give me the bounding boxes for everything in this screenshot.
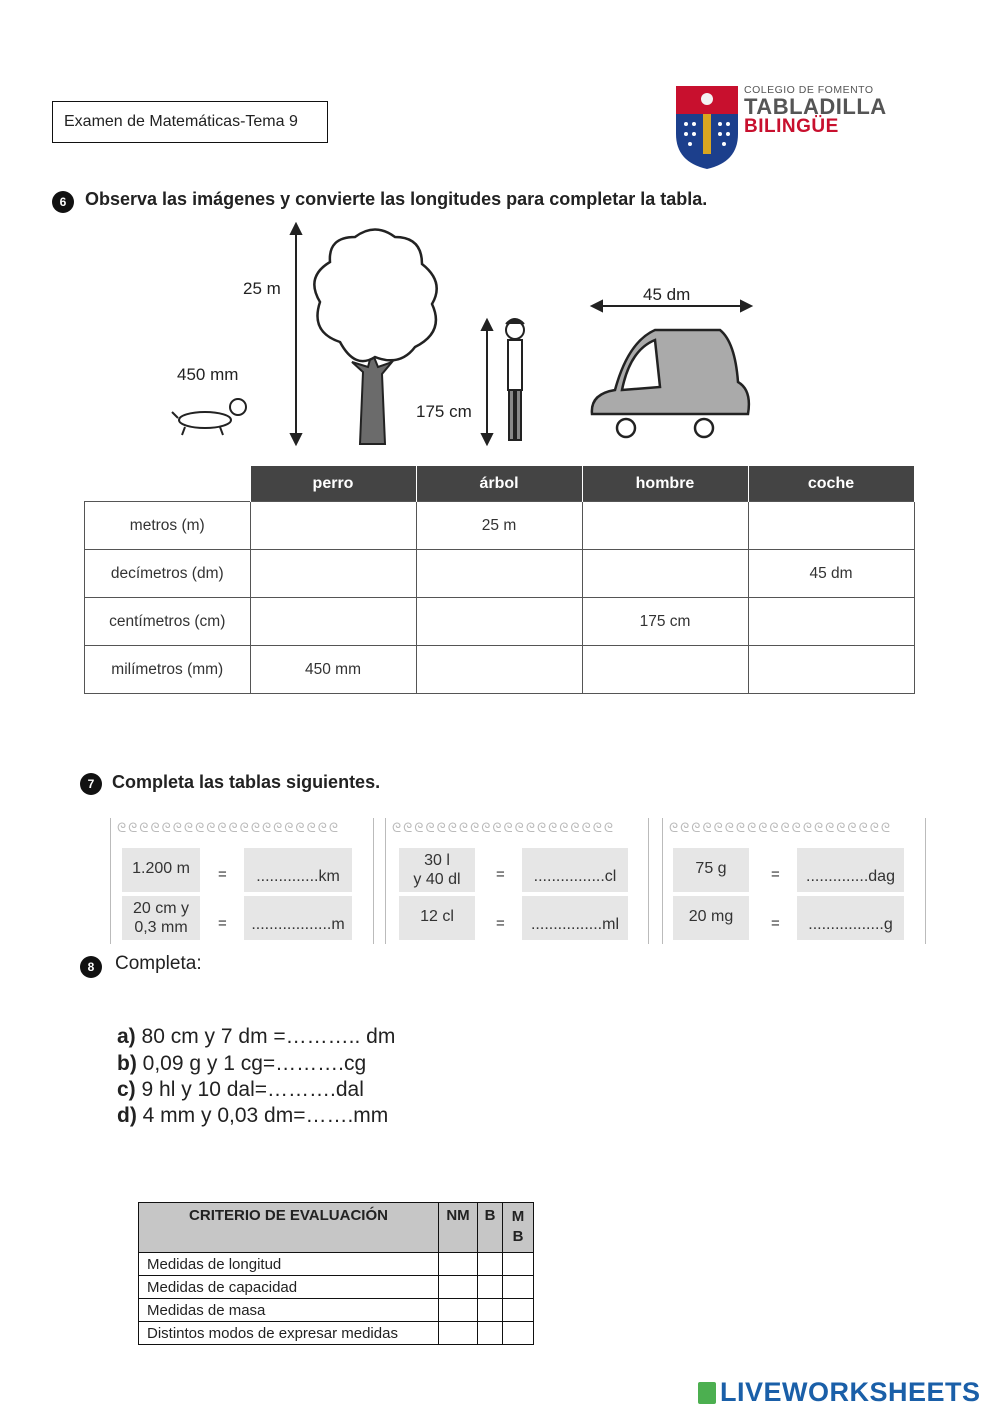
given-value: 12 cl [399,896,475,940]
equals-sign: = [496,915,505,932]
row-unit-label: decímetros (dm) [85,550,251,598]
answer-cell[interactable] [582,646,748,694]
given-value: 20 cm y 0,3 mm [122,896,200,940]
exercise-8-instruction: Completa: [115,953,202,974]
criteria-label: Medidas de masa [139,1299,439,1322]
answer-cell: 450 mm [250,646,416,694]
given-value: 1.200 m [122,848,200,892]
table-corner [85,466,251,502]
tree-height-label: 25 m [243,279,281,298]
answer-cell[interactable] [748,646,914,694]
equals-sign: = [771,915,780,932]
logo-text-tabladilla: TABLADILLA [744,94,887,119]
notebook-spiral: ᘓᘓᘓᘓᘓᘓᘓᘓᘓᘓᘓᘓᘓᘓᘓᘓᘓᘓᘓᘓ [117,820,341,834]
answer-field[interactable]: ................ml [522,896,628,940]
row-unit-label: metros (m) [85,502,251,550]
grade-cell[interactable] [478,1322,503,1345]
grade-cell[interactable] [478,1276,503,1299]
column-header: perro [250,466,416,502]
exercise-7-number: 7 [80,773,102,795]
logo-text-bilingue: BILINGÜE [744,116,839,137]
exercise-8-item-d[interactable]: d) 4 mm y 0,03 dm=…….mm [117,1104,389,1127]
table-header-row [85,466,915,502]
table-row [139,1322,534,1345]
grade-column-mb: M B [503,1203,534,1253]
answer-cell[interactable] [748,598,914,646]
answer-cell[interactable] [416,646,582,694]
liveworksheets-mark-icon [698,1382,716,1404]
conversion-panel-capacity [385,818,649,944]
exercise-6-number: 6 [52,191,74,213]
length-conversion-table [84,465,915,694]
notebook-spiral: ᘓᘓᘓᘓᘓᘓᘓᘓᘓᘓᘓᘓᘓᘓᘓᘓᘓᘓᘓᘓ [669,820,893,834]
school-shield-icon [674,84,740,170]
table-row [85,598,915,646]
criteria-label: Medidas de capacidad [139,1276,439,1299]
school-logo [674,84,904,174]
car-drawing [592,330,749,437]
given-value: 20 mg [673,896,749,940]
column-header: coche [748,466,914,502]
answer-cell[interactable] [416,598,582,646]
row-unit-label: centímetros (cm) [85,598,251,646]
exercise-8-number: 8 [80,956,102,978]
grade-cell[interactable] [503,1299,534,1322]
exercise-8-item-a[interactable]: a) 80 cm y 7 dm =……….. dm [117,1025,396,1048]
dog-drawing [172,399,246,435]
answer-cell: 45 dm [748,550,914,598]
answer-cell: 175 cm [582,598,748,646]
given-value: 30 l y 40 dl [399,848,475,892]
conversion-panel-mass [662,818,926,944]
table-row [85,646,915,694]
table-row [85,550,915,598]
answer-cell[interactable] [582,550,748,598]
equals-sign: = [218,915,227,932]
exercise-7-instruction: Completa las tablas siguientes. [112,772,381,792]
answer-field[interactable]: ................cl [522,848,628,892]
liveworksheets-logo: LIVEWORKSHEETS [698,1377,981,1408]
exercise-8-item-c[interactable]: c) 9 hl y 10 dal=……….dal [117,1078,364,1101]
given-value: 75 g [673,848,749,892]
grade-column-nm: NM [439,1203,478,1253]
grade-cell[interactable] [439,1253,478,1276]
answer-cell[interactable] [582,502,748,550]
man-drawing [506,319,524,440]
grade-cell[interactable] [503,1322,534,1345]
exercise-8-item-b[interactable]: b) 0,09 g y 1 cg=……….cg [117,1052,367,1075]
car-length-label: 45 dm [643,285,691,304]
equals-sign: = [218,866,227,883]
logo-text-colegio: COLEGIO DE FOMENTO [744,84,874,96]
answer-cell[interactable] [250,550,416,598]
grade-cell[interactable] [439,1322,478,1345]
equals-sign: = [771,866,780,883]
answer-cell[interactable] [416,550,582,598]
answer-cell[interactable] [250,502,416,550]
criteria-column-header: CRITERIO DE EVALUACIÓN [139,1203,439,1253]
answer-cell: 25 m [416,502,582,550]
answer-field[interactable]: ..............dag [797,848,904,892]
conversion-panel-length [110,818,374,944]
equals-sign: = [496,866,505,883]
criteria-header-row [139,1203,534,1253]
answer-cell[interactable] [250,598,416,646]
column-header: hombre [582,466,748,502]
grade-cell[interactable] [503,1276,534,1299]
table-row [139,1253,534,1276]
dog-length-label: 450 mm [177,365,239,384]
answer-field[interactable]: ..................m [244,896,352,940]
table-row [139,1276,534,1299]
grade-cell[interactable] [503,1253,534,1276]
table-row [85,502,915,550]
man-height-label: 175 cm [416,402,472,421]
column-header: árbol [416,466,582,502]
grade-cell[interactable] [478,1299,503,1322]
grade-cell[interactable] [478,1253,503,1276]
grade-cell[interactable] [439,1276,478,1299]
criteria-label: Distintos modos de expresar medidas [139,1322,439,1345]
answer-field[interactable]: ..............km [244,848,352,892]
evaluation-criteria-table [138,1202,534,1345]
criteria-label: Medidas de longitud [139,1253,439,1276]
grade-cell[interactable] [439,1299,478,1322]
man-height-arrow [482,320,492,444]
answer-field[interactable]: .................g [797,896,904,940]
row-unit-label: milímetros (mm) [85,646,251,694]
tree-height-arrow [291,224,301,444]
grade-column-b: B [478,1203,503,1253]
exercise-6-instruction: Observa las imágenes y convierte las longitudes para completar la tabla. [85,189,708,209]
exam-title: Examen de Matemáticas-Tema 9 [52,101,328,143]
table-row [139,1299,534,1322]
answer-cell[interactable] [748,502,914,550]
notebook-spiral: ᘓᘓᘓᘓᘓᘓᘓᘓᘓᘓᘓᘓᘓᘓᘓᘓᘓᘓᘓᘓ [392,820,616,834]
